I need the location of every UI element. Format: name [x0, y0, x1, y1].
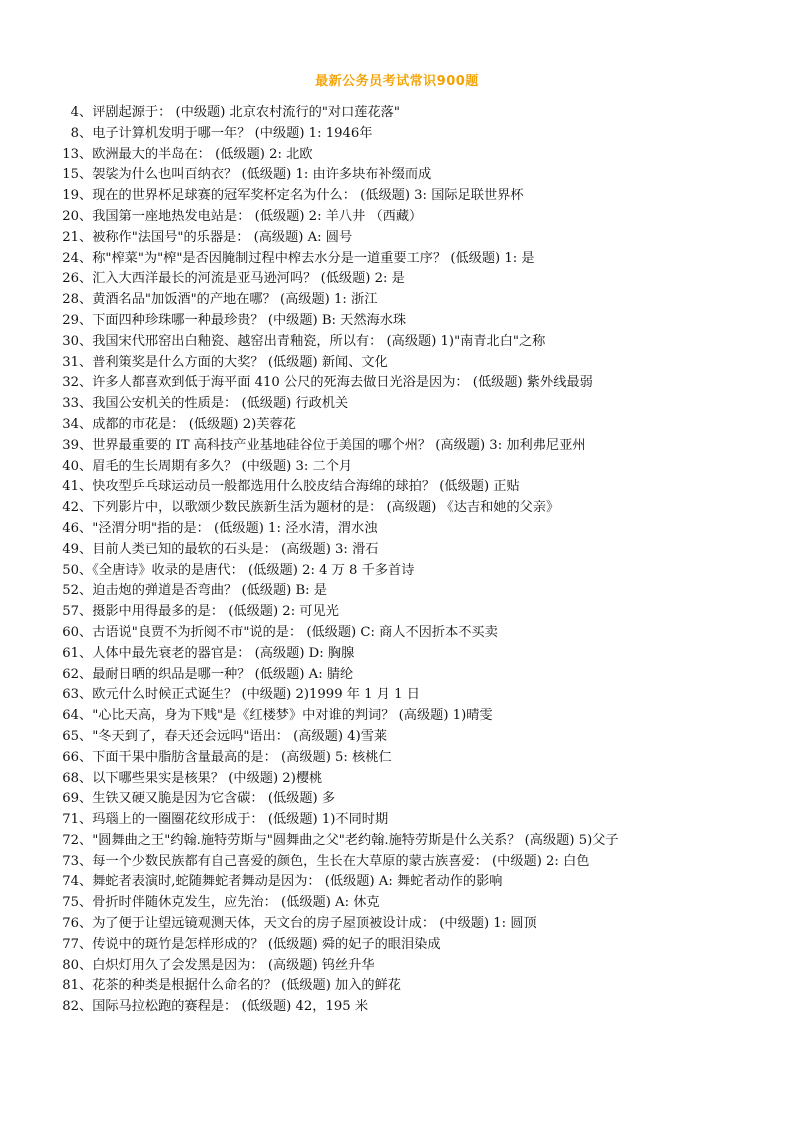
number-separator: 、 — [79, 188, 93, 204]
number-separator: 、 — [79, 520, 93, 536]
question-number: 4 — [70, 105, 79, 120]
list-item — [62, 956, 762, 977]
number-separator: 、 — [79, 832, 93, 848]
question-number: 80 — [62, 957, 79, 973]
question-number: 71 — [62, 812, 79, 828]
question-number: 72 — [62, 832, 79, 848]
list-item — [62, 872, 762, 893]
question-text: 我国公安机关的性质是： (低级题) 行政机关 — [92, 396, 349, 412]
question-text: 眉毛的生长周期有多久？ (中级题) 3: 二个月 — [92, 458, 353, 474]
question-text: 现在的世界杯足球赛的冠军奖杯定名为什么： (低级题) 3: 国际足联世界杯 — [92, 188, 524, 204]
list-item — [62, 457, 762, 478]
number-separator: 、 — [79, 978, 93, 994]
question-text: 玛瑙上的一圈圈花纹形成于： (低级题) 1)不同时期 — [92, 812, 389, 828]
question-number: 28 — [62, 292, 79, 308]
number-separator: 、 — [79, 312, 93, 328]
list-item — [62, 145, 762, 166]
question-text: 欧元什么时候正式诞生？ (中级题) 2)1999 年 1 月 1 日 — [92, 687, 420, 703]
question-number: 76 — [62, 916, 79, 932]
question-text: 骨折时伴随休克发生，应先治： (低级题) A: 休克 — [92, 895, 380, 911]
list-item — [62, 935, 762, 956]
list-item — [62, 789, 762, 810]
question-number: 40 — [62, 458, 79, 474]
number-separator: 、 — [79, 146, 93, 162]
number-separator: 、 — [79, 125, 93, 141]
list-item — [62, 332, 762, 353]
question-text: 称"榨菜"为"榨"是否因腌制过程中榨去水分是一道重要工序？ (低级题) 1: 是 — [92, 250, 535, 266]
question-number: 41 — [62, 479, 79, 495]
question-text: 世界最重要的 IT 高科技产业基地硅谷位于美国的哪个州？ (高级题) 3: 加利弗尼亚州 — [92, 437, 586, 453]
number-separator: 、 — [79, 562, 93, 578]
question-number: 65 — [62, 728, 79, 744]
question-list — [62, 103, 762, 1018]
number-separator: 、 — [79, 728, 93, 744]
question-text: 下面四种珍珠哪一种最珍贵？ (中级题) B: 天然海水珠 — [92, 312, 407, 328]
question-number: 75 — [62, 895, 79, 911]
list-item — [62, 997, 762, 1018]
question-number: 13 — [62, 146, 79, 162]
list-item — [62, 561, 762, 582]
number-separator: 、 — [79, 791, 93, 807]
number-separator: 、 — [79, 250, 93, 266]
number-separator: 、 — [79, 708, 93, 724]
number-separator: 、 — [79, 208, 93, 224]
list-item — [62, 810, 762, 831]
question-number: 32 — [62, 375, 79, 391]
list-item — [62, 436, 762, 457]
question-number: 21 — [62, 229, 79, 245]
list-item — [62, 290, 762, 311]
number-separator: 、 — [79, 458, 93, 474]
list-item — [62, 207, 762, 228]
list-item — [62, 353, 762, 374]
question-text: 下列影片中，以歌颂少数民族新生活为题材的是： (高级题) 《达吉和她的父亲》 — [92, 500, 560, 516]
question-text: 迫击炮的弹道是否弯曲？ (低级题) B: 是 — [92, 583, 327, 599]
question-text: "泾渭分明"指的是： (低级题) 1: 泾水清，渭水浊 — [92, 520, 378, 536]
number-separator: 、 — [79, 500, 93, 516]
number-separator: 、 — [79, 375, 93, 391]
question-number: 63 — [62, 687, 79, 703]
question-text: 古语说"良贾不为折阅不市"说的是： (低级题) C: 商人不因折本不买卖 — [92, 624, 498, 640]
question-number: 50 — [62, 562, 79, 578]
number-separator: 、 — [79, 583, 93, 599]
list-item — [62, 519, 762, 540]
question-text: 传说中的斑竹是怎样形成的？ (低级题) 舜的妃子的眼泪染成 — [92, 936, 441, 952]
question-text: 最耐日晒的织品是哪一种？ (低级题) A: 腈纶 — [92, 666, 354, 682]
list-item — [62, 727, 762, 748]
number-separator: 、 — [79, 770, 93, 786]
question-number: 60 — [62, 624, 79, 640]
list-item — [62, 769, 762, 790]
question-number: 66 — [62, 749, 79, 765]
list-item — [62, 311, 762, 332]
number-separator: 、 — [79, 999, 93, 1015]
question-number: 74 — [62, 874, 79, 890]
list-item — [62, 914, 762, 935]
question-number: 26 — [62, 271, 79, 287]
question-number: 8 — [70, 125, 79, 141]
number-separator: 、 — [79, 604, 93, 620]
question-number: 33 — [62, 396, 79, 412]
list-item — [62, 623, 762, 644]
number-separator: 、 — [79, 354, 93, 370]
question-text: 快攻型乒乓球运动员一般都选用什么胶皮结合海绵的球拍？ (低级题) 正贴 — [92, 479, 520, 495]
question-number: 31 — [62, 354, 79, 370]
list-item — [62, 831, 762, 852]
list-item — [62, 249, 762, 270]
number-separator: 、 — [79, 167, 93, 183]
question-text: 人体中最先衰老的器官是： (高级题) D: 胸腺 — [92, 645, 355, 661]
question-text: 评剧起源于： (中级题) 北京农村流行的"对口莲花落" — [92, 105, 400, 120]
number-separator: 、 — [79, 853, 93, 869]
list-item — [62, 165, 762, 186]
document-title: 最新公务员考试常识900题 — [315, 74, 479, 89]
question-number: 77 — [62, 936, 79, 952]
number-separator: 、 — [79, 812, 93, 828]
question-number: 29 — [62, 312, 79, 328]
question-text: "心比天高，身为下贱"是《红楼梦》中对谁的判词？ (高级题) 1)晴雯 — [92, 708, 493, 724]
question-number: 46 — [62, 520, 79, 536]
question-text: 生铁又硬又脆是因为它含碳： (低级题) 多 — [92, 791, 336, 807]
question-number: 20 — [62, 208, 79, 224]
question-text: 国际马拉松跑的赛程是： (低级题) 42，195 米 — [92, 999, 369, 1015]
question-text: 普利策奖是什么方面的大奖？ (低级题) 新闻、文化 — [92, 354, 388, 370]
number-separator: 、 — [79, 687, 93, 703]
list-item — [62, 706, 762, 727]
question-text: 袈裟为什么也叫百纳衣？ (低级题) 1: 由许多块布补缀而成 — [92, 167, 432, 183]
number-separator: 、 — [79, 292, 93, 308]
question-text: 舞蛇者表演时,蛇随舞蛇者舞动是因为： (低级题) A: 舞蛇者动作的影响 — [92, 874, 503, 890]
question-text: 目前人类已知的最软的石头是： (高级题) 3: 滑石 — [92, 541, 379, 557]
number-separator: 、 — [79, 105, 93, 120]
question-number: 30 — [62, 333, 79, 349]
list-item — [62, 540, 762, 561]
number-separator: 、 — [79, 895, 93, 911]
list-item — [62, 477, 762, 498]
question-text: 黄酒名品"加饭酒"的产地在哪？ (高级题) 1: 浙江 — [92, 292, 378, 308]
list-item — [62, 893, 762, 914]
list-item — [62, 852, 762, 873]
question-text: 下面干果中脂肪含量最高的是： (高级题) 5: 核桃仁 — [92, 749, 392, 765]
number-separator: 、 — [79, 645, 93, 661]
list-item — [62, 644, 762, 665]
list-item — [62, 228, 762, 249]
number-separator: 、 — [79, 749, 93, 765]
question-number: 52 — [62, 583, 79, 599]
question-text: 电子计算机发明于哪一年？ (中级题) 1: 1946年 — [92, 125, 373, 141]
number-separator: 、 — [79, 666, 93, 682]
question-text: 《全唐诗》收录的是唐代： (低级题) 2: 4 万 8 千多首诗 — [92, 562, 415, 578]
list-item — [62, 498, 762, 519]
list-item — [62, 685, 762, 706]
number-separator: 、 — [79, 479, 93, 495]
list-item — [62, 124, 762, 145]
question-number: 68 — [62, 770, 79, 786]
question-text: 花茶的种类是根据什么命名的？ (低级题) 加入的鲜花 — [92, 978, 401, 994]
list-item — [62, 103, 762, 124]
list-item — [62, 748, 762, 769]
question-number: 73 — [62, 853, 79, 869]
number-separator: 、 — [79, 874, 93, 890]
question-text: 成都的市花是： (低级题) 2)芙蓉花 — [92, 416, 296, 432]
question-number: 57 — [62, 604, 79, 620]
number-separator: 、 — [79, 957, 93, 973]
list-item — [62, 976, 762, 997]
question-number: 15 — [62, 167, 79, 183]
list-item — [62, 415, 762, 436]
list-item — [62, 186, 762, 207]
question-text: 我国宋代邢窑出白釉瓷、越窑出青釉瓷，所以有： (高级题) 1)"南青北白"之称 — [92, 333, 546, 349]
number-separator: 、 — [79, 271, 93, 287]
question-text: 摄影中用得最多的是： (低级题) 2: 可见光 — [92, 604, 339, 620]
question-text: 欧洲最大的半岛在： (低级题) 2: 北欧 — [92, 146, 313, 162]
question-number: 61 — [62, 645, 79, 661]
list-item — [62, 581, 762, 602]
question-number: 64 — [62, 708, 79, 724]
list-item — [62, 602, 762, 623]
list-item — [62, 665, 762, 686]
number-separator: 、 — [79, 624, 93, 640]
question-number: 81 — [62, 978, 79, 994]
list-item — [62, 269, 762, 290]
number-separator: 、 — [79, 916, 93, 932]
number-separator: 、 — [79, 936, 93, 952]
question-number: 39 — [62, 437, 79, 453]
question-text: "圆舞曲之王"约翰.施特劳斯与"圆舞曲之父"老约翰.施特劳斯是什么关系？ (高级题) 5)父子 — [92, 832, 619, 848]
question-number: 69 — [62, 791, 79, 807]
question-number: 82 — [62, 999, 79, 1015]
number-separator: 、 — [79, 333, 93, 349]
number-separator: 、 — [79, 396, 93, 412]
question-number: 49 — [62, 541, 79, 557]
question-text: 白炽灯用久了会发黑是因为： (高级题) 钨丝升华 — [92, 957, 375, 973]
question-text: "冬天到了，春天还会远吗"语出： (高级题) 4)雪莱 — [92, 728, 388, 744]
question-number: 34 — [62, 416, 79, 432]
question-text: 每一个少数民族都有自己喜爱的颜色，生长在大草原的蒙古族喜爱： (中级题) 2: 白色 — [92, 853, 590, 869]
question-text: 汇入大西洋最长的河流是亚马逊河吗？ (低级题) 2: 是 — [92, 271, 405, 287]
question-text: 我国第一座地热发电站是： (低级题) 2: 羊八井 （西藏） — [92, 208, 423, 224]
number-separator: 、 — [79, 229, 93, 245]
question-text: 以下哪些果实是核果？ (中级题) 2)樱桃 — [92, 770, 323, 786]
question-number: 62 — [62, 666, 79, 682]
list-item — [62, 373, 762, 394]
question-number: 42 — [62, 500, 79, 516]
list-item — [62, 394, 762, 415]
question-number: 24 — [62, 250, 79, 266]
question-text: 许多人都喜欢到低于海平面 410 公尺的死海去做日光浴是因为： (低级题) 紫外线最弱 — [92, 375, 593, 391]
number-separator: 、 — [79, 416, 93, 432]
question-text: 被称作"法国号"的乐器是： (高级题) A: 圆号 — [92, 229, 353, 245]
question-text: 为了便于让望远镜观测天体，天文台的房子屋顶被设计成： (中级题) 1: 圆顶 — [92, 916, 537, 932]
question-number: 19 — [62, 188, 79, 204]
number-separator: 、 — [79, 541, 93, 557]
number-separator: 、 — [79, 437, 93, 453]
